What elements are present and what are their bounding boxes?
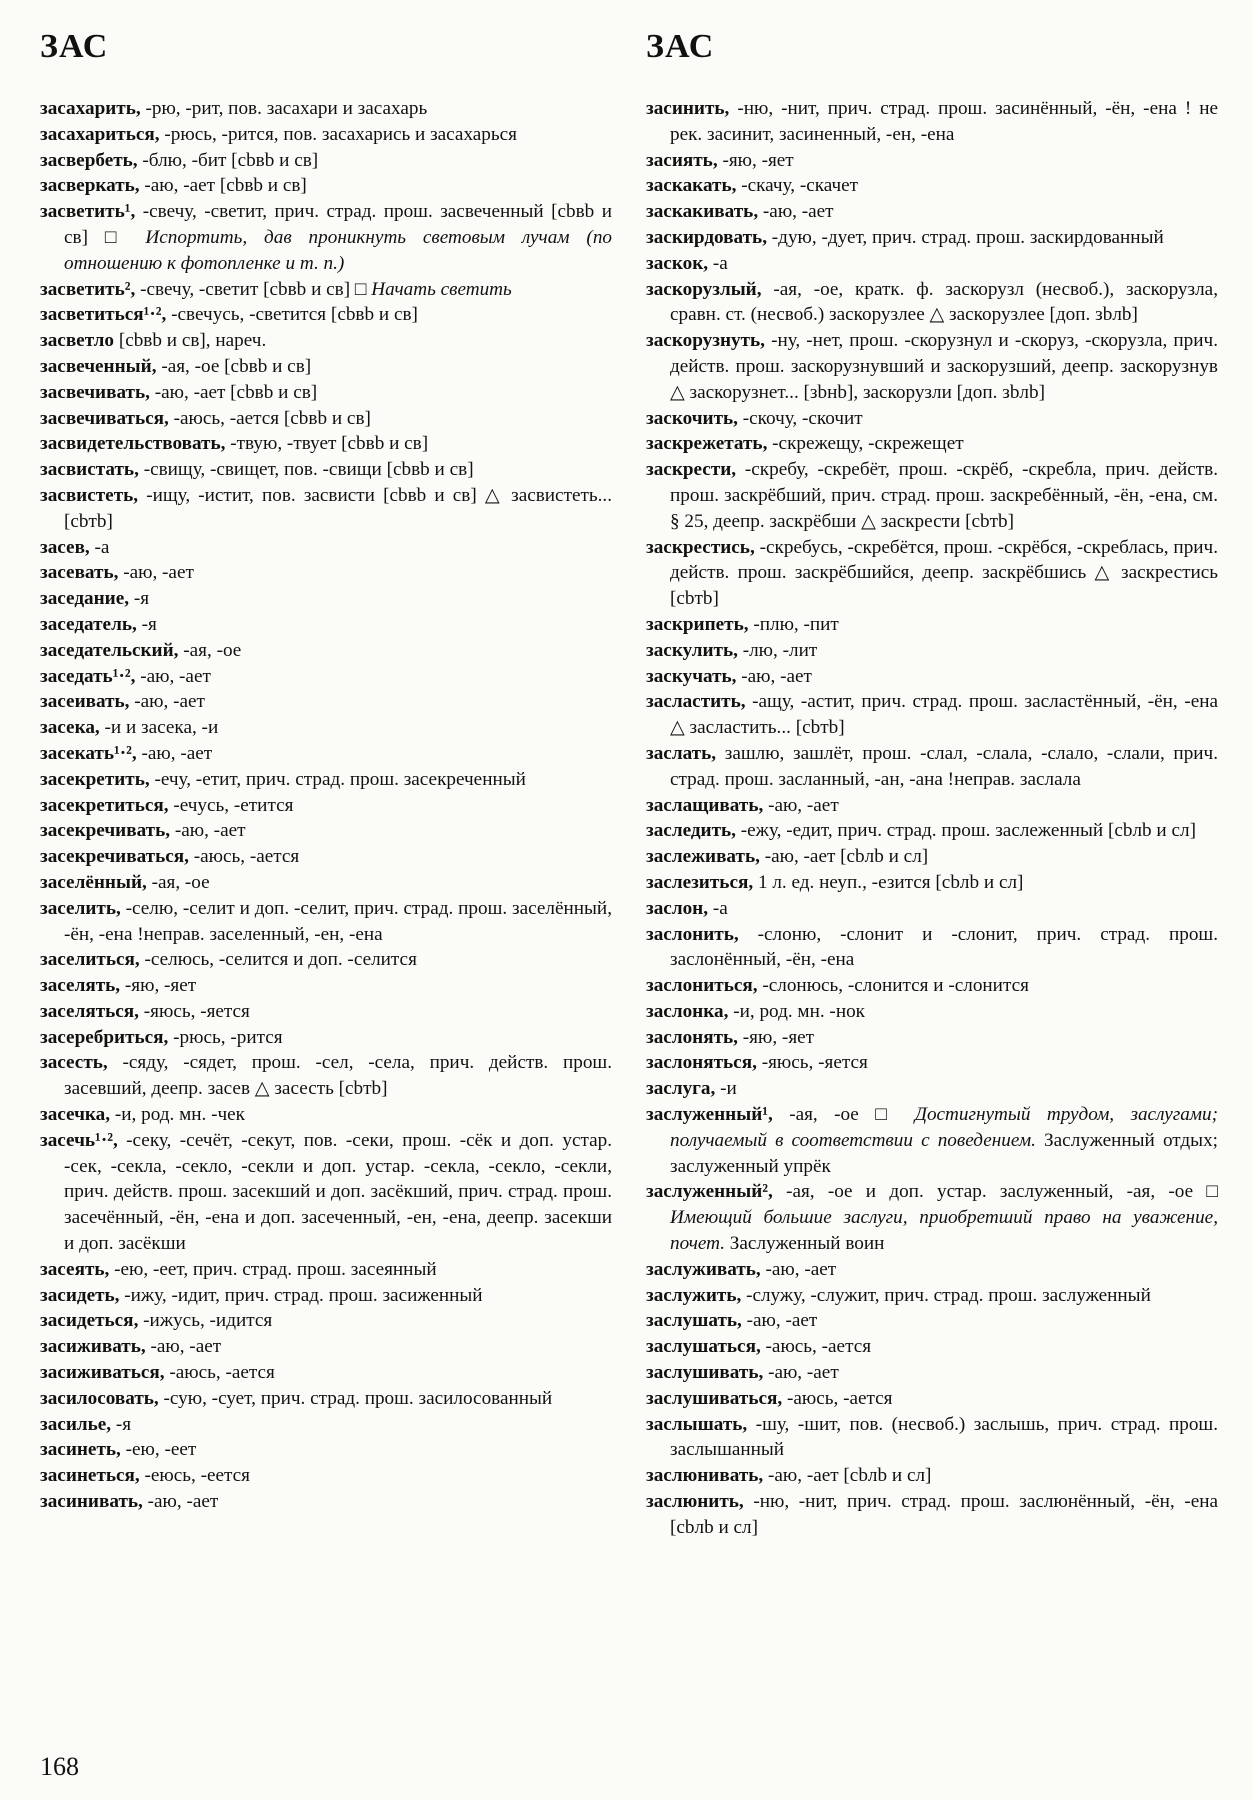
dictionary-entry [40, 715, 612, 741]
headword: засахарить, [40, 98, 141, 119]
headword: засилье, [40, 1413, 112, 1435]
dictionary-entry [646, 1076, 1218, 1102]
entry-body: -аюсь, -ается [169, 1362, 275, 1384]
dictionary-entry [646, 1463, 1218, 1489]
dictionary-entry [646, 896, 1218, 922]
dictionary-entry [646, 973, 1218, 999]
entry-body: -скребу, -скребёт, прош. -скрёб, -скребла, прич. действ. прош. заскрёбший, прич. страд. прош. заскребённый, -ён, -ена, см. § 25, деепр. заскрёбши △ заскрести [сbтb] [670, 459, 1219, 532]
dictionary-entry [40, 1463, 612, 1489]
headword: засинеть, [40, 1439, 121, 1461]
dictionary-entry [646, 251, 1218, 277]
dictionary-entry [646, 535, 1218, 612]
headword: заслониться, [646, 975, 758, 997]
headword: засекречивать, [40, 820, 171, 842]
entry-body: -свечу, -светит [сbвb и св] [140, 278, 351, 300]
headword: засветить¹, [40, 201, 136, 223]
headword: засека, [40, 717, 100, 739]
entry-body: 1 л. ед. неуп., -езится [сbлb и сл] [757, 871, 1024, 893]
entry-body: -яю, -яет [722, 149, 794, 171]
headword: заслышать, [646, 1413, 748, 1435]
headword: засластить, [646, 691, 746, 713]
entry-body: -и и засека, -и [104, 717, 219, 739]
headword: засидеться, [40, 1310, 139, 1332]
entry-body: -скребусь, -скребётся, прош. -скрёбся, -скреблась, прич. действ. прош. заскрёбшийся, деепр. заскрёбшись △ заскрестись [сbтb] [670, 536, 1218, 610]
entry-body: -аю, -ает [сbлb и сл] [767, 1465, 932, 1487]
headword: засеивать, [40, 691, 130, 713]
headword: заслюнить, [646, 1491, 744, 1513]
dictionary-entry [646, 818, 1218, 844]
headword: заскирдовать, [646, 226, 767, 248]
dictionary-entry [40, 1102, 612, 1128]
dictionary-entry [646, 1334, 1218, 1360]
headword: засекретиться, [40, 794, 169, 816]
dictionary-entry [646, 277, 1218, 329]
headword: засвистеть, [40, 484, 139, 506]
entry-body: -и, род. мн. -нок [733, 1000, 866, 1022]
dictionary-entry [646, 741, 1218, 793]
headword: заслюнивать, [646, 1465, 764, 1487]
headword: заслужить, [646, 1284, 742, 1306]
headword: засвеченный, [40, 355, 157, 377]
entry-body: -свечу, -светит, прич. страд. прош. засвеченный [сbвb и св] [64, 201, 612, 248]
headword: заслон, [646, 897, 709, 919]
dictionary-entry [40, 1334, 612, 1360]
dictionary-entry [40, 354, 612, 380]
entry-body: -ижусь, -идится [143, 1310, 273, 1332]
entry-body: -слонюсь, -слонится и -слонится [762, 975, 1029, 997]
dictionary-entry [646, 793, 1218, 819]
entry-example: Заслуженный отдых; заслуженный упрёк [670, 1129, 1218, 1177]
headword: заслонка, [646, 1000, 729, 1022]
entry-body: -яю, -яет [742, 1026, 815, 1048]
headword: заследить, [646, 820, 736, 842]
entry-body: -ащу, -астит, прич. страд. прош. засластённый, -ён, -ена △ засластить... [сbтb] [670, 691, 1219, 739]
entry-body: зашлю, зашлёт, прош. -слал, -слала, -слало, -слали, прич. страд. прош. засланный, -ан, -ана !неправ. заслала [670, 742, 1219, 790]
entry-body: -я [141, 613, 157, 635]
dictionary-entry [40, 767, 612, 793]
dictionary-entry [646, 638, 1218, 664]
dictionary-entry [40, 793, 612, 819]
entry-body: -скочу, -скочит [742, 407, 863, 429]
dictionary-entry [646, 612, 1218, 638]
entry-gloss: □ Достигнутый трудом, заслугами; получаемый в соответствии с поведением. [670, 1104, 1219, 1151]
dictionary-entry [646, 1257, 1218, 1283]
dictionary-entry [40, 689, 612, 715]
headword: засветить², [40, 278, 136, 300]
entry-body: -служу, -служит, прич. страд. прош. заслуженный [746, 1284, 1151, 1306]
headword: заскулить, [646, 639, 738, 661]
headword: заскорузлый, [646, 278, 762, 300]
headword: заскучать, [646, 665, 737, 687]
right-column [646, 96, 1218, 1541]
headword: заслуживать, [646, 1258, 761, 1280]
dictionary-entry [40, 173, 612, 199]
headword: заседательский, [40, 639, 179, 661]
entry-body: -сую, -сует, прич. страд. прош. засилосованный [163, 1387, 553, 1409]
entry-body: -плю, -пит [753, 613, 839, 635]
dictionary-entry [646, 1386, 1218, 1412]
dictionary-entry [40, 406, 612, 432]
dictionary-entry [40, 1128, 612, 1257]
entry-body: -и [720, 1078, 737, 1100]
entry-body: -ню, -нит, прич. страд. прош. засинённый, -ён, -ена ! не рек. засинит, засиненный, -ен, -ена [670, 98, 1219, 145]
headword: заслеживать, [646, 846, 760, 868]
headword: засверкать, [40, 175, 140, 197]
dictionary-entry [646, 664, 1218, 690]
headword: заседать¹·², [40, 665, 136, 687]
entry-body: -лю, -лит [742, 639, 818, 661]
entry-body: -секу, -сечёт, -секут, пов. -секи, прош. -сёк и доп. устар. -сек, -секла, -секло, -секли и доп. устар. -секла, -секло, -секли, прич. действ. прош. засекший и доп. засёкший, прич. страд. прош. засечённый, -ён, -ена и доп. засеченный, -ен, -ена, деепр. засекши и доп. засёкши [64, 1129, 612, 1255]
entry-body: -аю, -ает [140, 665, 211, 687]
entry-body: -ая, -ое и доп. устар. заслуженный, -ая, -ое [786, 1181, 1194, 1203]
headword: заскок, [646, 252, 709, 274]
dictionary-entry [40, 560, 612, 586]
headword: заскакать, [646, 175, 737, 197]
headword: заслушиваться, [646, 1387, 783, 1409]
dictionary-entry [40, 1050, 612, 1102]
entry-body: -аю, -ает [768, 1362, 839, 1384]
dictionary-entry [40, 148, 612, 174]
entry-body: -ею, -еет [125, 1439, 197, 1461]
dictionary-entry [40, 328, 612, 354]
dictionary-entry [40, 1437, 612, 1463]
entry-body: -рюсь, -рится [173, 1026, 283, 1048]
headword: заслонить, [646, 923, 739, 945]
headword: заселяться, [40, 1000, 139, 1022]
dictionary-entry [40, 457, 612, 483]
dictionary-entry [646, 844, 1218, 870]
dictionary-entry [40, 870, 612, 896]
headword: заслать, [646, 742, 717, 764]
headword: засиять, [646, 149, 718, 171]
headword: заслоняться, [646, 1052, 757, 1074]
headword: заселённый, [40, 871, 147, 893]
page-number: 168 [40, 1752, 79, 1781]
dictionary-entry [40, 1257, 612, 1283]
headword: заслуга, [646, 1078, 716, 1100]
headword: засинивать, [40, 1491, 143, 1513]
entry-body: -скачу, -скачет [741, 175, 859, 197]
headword: заседатель, [40, 613, 137, 635]
dictionary-entry [40, 818, 612, 844]
dictionary-entry [40, 96, 612, 122]
entry-body: -яю, -яет [124, 975, 197, 997]
entry-body: -ню, -нит, прич. страд. прош. заслюнённый, -ён, -ена [сbлb и сл] [670, 1491, 1219, 1538]
entry-body: -селюсь, -селится и доп. -селится [144, 949, 417, 971]
entry-body: -аю, -ает [741, 665, 812, 687]
dictionary-entry [40, 896, 612, 948]
headword: заслезиться, [646, 871, 754, 893]
entry-body: -аю, -ает [150, 1336, 222, 1358]
headword: заседание, [40, 588, 130, 610]
headword: засеребриться, [40, 1026, 169, 1048]
headword: заслушивать, [646, 1362, 764, 1384]
entry-body: -ну, -нет, прош. -скорузнул и -скоруз, -скорузла, прич. действ. прош. заскорузнувший и заскорузший, деепр. заскорузнув △ заскорузнет... [зbнb], заскорузли [доп. зbлb] [670, 330, 1218, 403]
entry-gloss: □ Имеющий большие заслуги, приобретший право на уважение, почет. [670, 1181, 1218, 1255]
entry-body: -аю, -ает [134, 691, 205, 713]
entry-body: -еюсь, -еется [144, 1465, 251, 1487]
entry-body: -аю, -ает [141, 742, 213, 764]
dictionary-entry [646, 148, 1218, 174]
headword: засветиться¹·², [40, 304, 167, 326]
headword: засвербеть, [40, 149, 138, 171]
entry-body: -шу, -шит, пов. (несвоб.) заслышь, прич. страд. прош. заслышанный [670, 1413, 1219, 1461]
headword: заслуженный¹, [646, 1104, 773, 1126]
entry-body: -я [133, 588, 150, 610]
dictionary-entry [40, 1412, 612, 1438]
headword: заскрежетать, [646, 433, 768, 455]
dictionary-entry [646, 406, 1218, 432]
headword: засилосовать, [40, 1387, 159, 1409]
dictionary-entry [646, 1025, 1218, 1051]
headword: засиживать, [40, 1336, 146, 1358]
headword: засевать, [40, 562, 119, 584]
entry-body: -аю, -ает [147, 1491, 219, 1513]
headword: заскрипеть, [646, 613, 749, 635]
dictionary-entry [646, 431, 1218, 457]
entry-body: -яюсь, -яется [143, 1000, 250, 1022]
dictionary-entry [646, 999, 1218, 1025]
dictionary-entry [646, 1360, 1218, 1386]
entry-body: -ечу, -етит, прич. страд. прош. засекреченный [154, 768, 526, 790]
entry-body: -я [115, 1413, 132, 1435]
dictionary-entry [40, 1489, 612, 1515]
left-column [40, 96, 612, 1515]
entry-body: -аюсь, -ается [786, 1387, 893, 1409]
headword: засвидетельствовать, [40, 433, 226, 455]
headword: засев, [40, 536, 90, 558]
dictionary-entry [40, 122, 612, 148]
headword: засвечиваться, [40, 407, 169, 429]
headword: засветло [40, 330, 115, 352]
dictionary-entry [646, 870, 1218, 896]
headword: заскочить, [646, 407, 738, 429]
entry-body: [сbвb и св], нареч. [118, 330, 267, 352]
dictionary-entry [646, 1179, 1218, 1256]
headword: заселять, [40, 975, 121, 997]
headword: заслонять, [646, 1026, 738, 1048]
entry-gloss: □ Испортить, дав проникнуть световым лучам (по отношению к фотопленке и т. п.) [64, 226, 613, 274]
dictionary-entry [646, 1412, 1218, 1464]
dictionary-entry [40, 741, 612, 767]
entry-body: -аю, -ает [768, 794, 839, 816]
entry-gloss: □ Начать светить [354, 278, 512, 300]
entry-body: -дую, -дует, прич. страд. прош. заскирдованный [771, 226, 1164, 248]
dictionary-entry [40, 431, 612, 457]
entry-body: -ечусь, -етится [173, 794, 294, 816]
dictionary-entry [646, 199, 1218, 225]
dictionary-entry [40, 1283, 612, 1309]
dictionary-entry [646, 1308, 1218, 1334]
headword: засиживаться, [40, 1362, 165, 1384]
dictionary-entry [646, 1283, 1218, 1309]
entry-body: -аюсь, -ается [193, 846, 300, 868]
headword: засекречиваться, [40, 846, 189, 868]
entry-body: -свищу, -свищет, пов. -свищи [сbвb и св] [143, 459, 474, 481]
headword: заскрести, [646, 459, 737, 481]
dictionary-entry [40, 1386, 612, 1412]
entry-body: -ею, -еет, прич. страд. прош. засеянный [114, 1258, 437, 1280]
entry-body: -скрежещу, -скрежещет [772, 433, 964, 455]
dictionary-entry [646, 457, 1218, 534]
headword: заселить, [40, 897, 121, 919]
dictionary-entry [646, 225, 1218, 251]
dictionary-entry [646, 173, 1218, 199]
left-guide-word: ЗАС [40, 28, 109, 65]
headword: засидеть, [40, 1284, 120, 1306]
entry-body: -ая, -ое [сbвb и св] [161, 355, 312, 377]
dictionary-entry [40, 277, 612, 303]
entry-body: -а [712, 897, 728, 919]
headword: заскрестись, [646, 536, 755, 558]
headword: засекать¹·², [40, 742, 137, 764]
entry-body: -аюсь, -ается [765, 1336, 872, 1358]
headword: засекретить, [40, 768, 150, 790]
headword: заслушаться, [646, 1336, 761, 1358]
headword: засвистать, [40, 459, 139, 481]
headword: заслащивать, [646, 794, 764, 816]
entry-body: -аю, -ает [123, 562, 194, 584]
headword: засинить, [646, 98, 730, 119]
entry-body: -свечусь, -светится [сbвb и св] [171, 304, 418, 326]
entry-body: -аю, -ает [сbлb и сл] [764, 846, 929, 868]
dictionary-entry [40, 844, 612, 870]
right-guide-word: ЗАС [646, 28, 715, 65]
entry-body: -аю, -ает [сbвb и св] [154, 381, 318, 403]
entry-body: -аю, -ает [746, 1310, 818, 1332]
dictionary-entry [40, 483, 612, 535]
entry-body: -слоню, -слонит и -слонит, прич. страд. прош. заслонённый, -ён, -ена [670, 923, 1219, 971]
dictionary-entry [646, 328, 1218, 405]
entry-body: -яюсь, -яется [761, 1052, 868, 1074]
entry-body: -твую, -твует [сbвb и св] [230, 433, 429, 455]
dictionary-entry [40, 199, 612, 276]
dictionary-entry [40, 664, 612, 690]
headword: заслуженный², [646, 1181, 773, 1203]
headword: засечь¹·², [40, 1129, 118, 1151]
entry-body: -аю, -ает [762, 201, 834, 223]
headword: заскакивать, [646, 201, 759, 223]
headword: заскорузнуть, [646, 330, 765, 352]
dictionary-entry [40, 947, 612, 973]
entry-body: -и, род. мн. -чек [114, 1104, 245, 1126]
dictionary-entry [40, 535, 612, 561]
dictionary-entry [646, 1489, 1218, 1541]
entry-body: -ижу, -идит, прич. страд. прош. засиженный [124, 1284, 483, 1306]
headword: засинеться, [40, 1465, 140, 1487]
dictionary-entry [40, 380, 612, 406]
entry-body: -ая, -ое [789, 1104, 859, 1126]
entry-body: -ая, -ое, кратк. ф. заскорузл (несвоб.), заскорузла, сравн. ст. (несвоб.) заскорузлее △ заскорузлее [доп. зbлb] [670, 278, 1218, 326]
dictionary-entry [40, 586, 612, 612]
dictionary-entry [40, 1360, 612, 1386]
headword: заслушать, [646, 1310, 742, 1332]
dictionary-entry [646, 922, 1218, 974]
dictionary-entry [40, 638, 612, 664]
dictionary-entry [646, 1102, 1218, 1179]
headword: засечка, [40, 1104, 111, 1126]
dictionary-entry [40, 999, 612, 1025]
entry-body: -ищу, -истит, пов. засвисти [сbвb и св] △ засвистеть... [сbтb] [64, 484, 612, 532]
entry-body: -аю, -ает [765, 1258, 837, 1280]
dictionary-entry [40, 973, 612, 999]
dictionary-entry [40, 1308, 612, 1334]
headword: засвечивать, [40, 381, 150, 403]
entry-body: -ая, -ое [183, 639, 242, 661]
entry-body: -аюсь, -ается [сbвb и св] [173, 407, 371, 429]
dictionary-entry [40, 302, 612, 328]
entry-body: -аю, -ает [174, 820, 246, 842]
entry-body: -а [712, 252, 728, 274]
entry-example: Заслуженный воин [729, 1233, 885, 1255]
dictionary-entry [646, 96, 1218, 148]
dictionary-entry [40, 612, 612, 638]
entry-body: -аю, -ает [сbвb и св] [144, 175, 307, 197]
entry-body: -рюсь, -рится, пов. засахарись и засахарься [164, 123, 517, 145]
dictionary-entry [646, 689, 1218, 741]
entry-body: -ежу, -едит, прич. страд. прош. заслеженный [сbлb и сл] [740, 820, 1196, 842]
entry-body: -рю, -рит, пов. засахари и засахарь [145, 98, 428, 119]
entry-body: -селю, -селит и доп. -селит, прич. страд. прош. заселённый, -ён, -ена !неправ. заселенный, -ен, -ена [64, 897, 612, 945]
headword: заселиться, [40, 949, 140, 971]
entry-body: -ая, -ое [151, 871, 210, 893]
entry-body: -сяду, -сядет, прош. -сел, -села, прич. действ. прош. засевший, деепр. засев △ засесть [сbтb] [64, 1052, 612, 1100]
dictionary-entry [40, 1025, 612, 1051]
dictionary-entry [646, 1050, 1218, 1076]
entry-body: -а [94, 536, 110, 558]
headword: засеять, [40, 1258, 110, 1280]
headword: засесть, [40, 1052, 108, 1074]
entry-body: -блю, -бит [сbвb и св] [142, 149, 319, 171]
headword: засахариться, [40, 123, 160, 145]
